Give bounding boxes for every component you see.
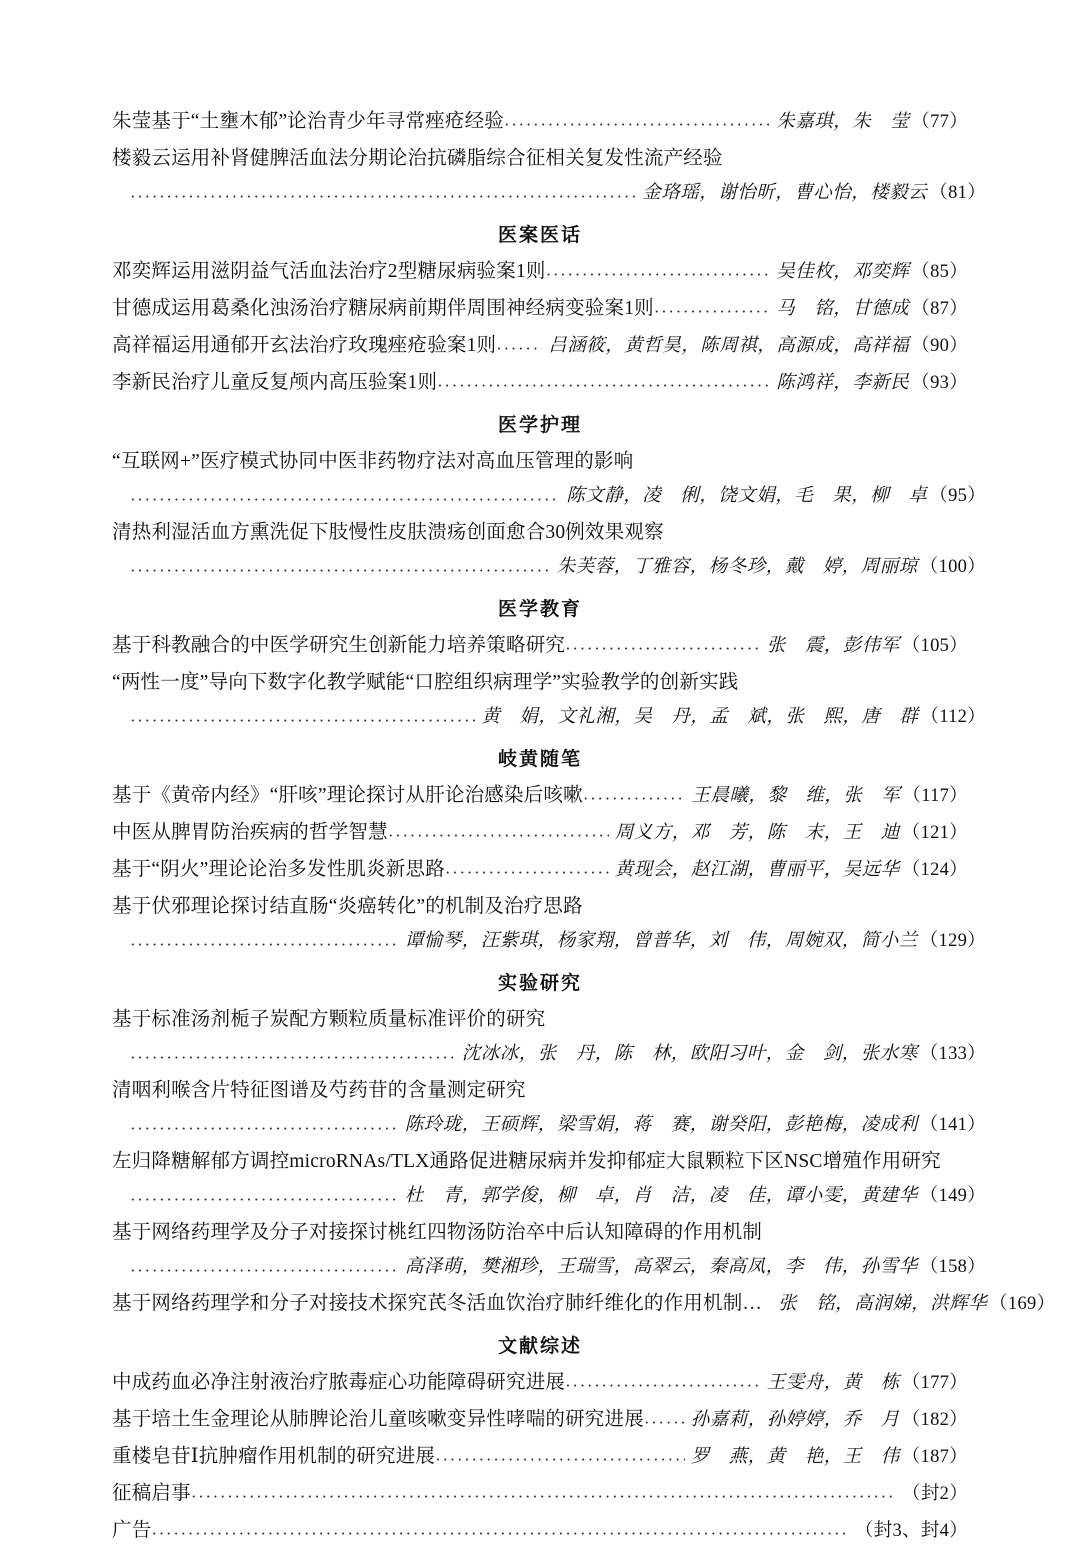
toc-entry-page: （124） (901, 860, 968, 880)
dot-leader (191, 1484, 894, 1504)
dot-leader (504, 112, 770, 132)
toc-entry-page: （81） (929, 183, 986, 203)
toc-entry-authors: 王雯舟，黄 栋 (766, 1373, 900, 1393)
toc-entry-page: （90） (911, 336, 968, 356)
toc-entry-title: 基于“阴火”理论论治多发性肌炎新思路 (112, 859, 445, 880)
toc-entry-authors: 罗 燕，黄 艳，王 伟 (690, 1447, 900, 1467)
toc-entry-authors: 黄现会，赵江湖，曹丽平，吴远华 (614, 860, 900, 880)
toc-entry-page: （177） (901, 1373, 968, 1393)
dot-leader (565, 636, 761, 656)
toc-entry[interactable] (112, 1144, 986, 1214)
toc-entry-page: （105） (901, 636, 968, 656)
toc-entry-authors-row (112, 700, 986, 735)
toc-entry-row (112, 852, 968, 888)
toc-entry-authors: 吕涵筱，黄哲昊，陈周祺，高源成，高祥福 (548, 336, 910, 356)
toc-entry-title: 基于培土生金理论从肺脾论治儿童咳嗽变异性哮喘的研究进展 (112, 1409, 644, 1430)
toc-entry-row (112, 291, 968, 327)
toc-entry-title: 基于伏邪理论探讨结直肠“炎癌转化”的机制及治疗思路 (112, 896, 583, 917)
toc-entry-page: （封2） (902, 1484, 968, 1504)
toc-entry[interactable] (112, 254, 968, 290)
toc-entry-authors: 吴佳枚，邓奕辉 (776, 262, 910, 282)
section-heading: 岐黄随笔 (497, 749, 582, 770)
toc-entry-title: 李新民治疗儿童反复颅内高压验案1则 (112, 372, 438, 393)
toc-entry-row (112, 1286, 1056, 1322)
dot-leader (437, 373, 770, 393)
section-heading: 实验研究 (497, 973, 582, 994)
toc-entry-authors: 张 铭，高润娣，洪辉华 (778, 1294, 988, 1314)
toc-entry-title: 基于网络药理学及分子对接探讨桃红四物汤防治卒中后认知障碍的作用机制 (112, 1222, 763, 1243)
toc-entry-page: （141） (919, 1115, 986, 1135)
toc-entry[interactable] (112, 889, 986, 959)
toc-entry-title: 甘德成运用葛桑化浊汤治疗糖尿病前期伴周围神经病变验案1则 (112, 298, 654, 319)
toc-entry-authors: 沈冰冰，张 丹，陈 林，欧阳习叶，金 剑，张水寒 (461, 1044, 918, 1064)
toc-entry-page: （187） (901, 1447, 968, 1467)
toc-entry-title: “互联网+”医疗模式协同中医非药物疗法对高血压管理的影响 (112, 451, 634, 472)
dot-leader (435, 1447, 685, 1467)
dot-leader (130, 1258, 399, 1278)
toc-entry[interactable] (112, 1286, 1056, 1322)
dot-leader (644, 1410, 685, 1430)
toc-entry-title: 邓奕辉运用滋阴益气活血法治疗2型糖尿病验案1则 (112, 261, 546, 282)
table-of-contents (112, 104, 1056, 1550)
dot-leader (546, 262, 771, 282)
toc-entry-authors-row (112, 924, 986, 959)
dot-leader (654, 299, 770, 319)
toc-entry-page: （87） (911, 299, 968, 319)
toc-entry-title: 基于科教融合的中医学研究生创新能力培养策略研究 (112, 635, 566, 656)
toc-entry-row (112, 1513, 968, 1549)
toc-entry[interactable] (112, 328, 968, 364)
toc-entry-title: 楼毅云运用补肾健脾活血法分期论治抗磷脂综合征相关复发性流产经验 (112, 148, 723, 169)
toc-entry-page: （182） (901, 1410, 968, 1430)
toc-entry-row (112, 254, 968, 290)
toc-entry-title: 清咽利喉含片特征图谱及芍药苷的含量测定研究 (112, 1080, 526, 1101)
toc-entry-authors: 周义方，邓 芳，陈 末，王 迪 (614, 823, 900, 843)
toc-entry-page: （95） (929, 486, 986, 506)
toc-entry-authors: 高泽萌，樊湘珍，王瑞雪，高翠云，秦高凤，李 伟，孙雪华 (404, 1257, 918, 1277)
toc-entry-authors: 陈鸿祥，李新民 (776, 373, 910, 393)
dot-leader (130, 932, 399, 952)
toc-entry-authors: 金珞瑶，谢怡昕，曹心怡，楼毅云 (642, 183, 928, 203)
toc-entry[interactable] (112, 1476, 968, 1512)
toc-entry[interactable] (112, 1439, 968, 1475)
toc-entry-page: （77） (911, 112, 968, 132)
toc-entry-row (112, 104, 968, 140)
toc-entry-authors: 孙嘉莉，孙婷婷，乔 月 (690, 1410, 900, 1430)
toc-entry-authors-row (112, 1250, 986, 1285)
toc-entry-authors: 朱嘉琪，朱 莹 (776, 112, 910, 132)
dot-leader (130, 1187, 399, 1207)
toc-entry-row (112, 778, 968, 814)
toc-entry-authors: 谭愉琴，汪紫琪，杨家翔，曾普华，刘 伟，周婉双，简小兰 (404, 931, 918, 951)
toc-entry-authors-row (112, 1179, 986, 1214)
toc-entry[interactable] (112, 1402, 968, 1438)
toc-entry-row (112, 1439, 968, 1475)
toc-entry[interactable] (112, 1365, 968, 1401)
section-heading: 医案医话 (497, 225, 582, 246)
toc-entry-title: 中成药血必净注射液治疗脓毒症心功能障碍研究进展 (112, 1372, 566, 1393)
toc-entry-title: 中医从脾胃防治疾病的哲学智慧 (112, 822, 388, 843)
toc-entry-page: （149） (919, 1186, 986, 1206)
dot-leader (130, 558, 551, 578)
toc-entry-title: 清热利湿活血方熏洗促下肢慢性皮肤溃疡创面愈合30例效果观察 (112, 522, 664, 543)
section-heading: 医学教育 (497, 599, 582, 620)
toc-entry-title: “两性一度”导向下数字化教学赋能“口腔组织病理学”实验教学的创新实践 (112, 672, 739, 693)
toc-entry-row (112, 628, 968, 664)
toc-entry-page: （封3、封4） (854, 1521, 968, 1541)
dot-leader (130, 1045, 456, 1065)
toc-entry[interactable] (112, 1002, 986, 1072)
toc-entry-title: 广告 (112, 1520, 152, 1541)
toc-entry-page: （112） (920, 707, 986, 727)
toc-entry-page: （129） (919, 931, 986, 951)
section-heading: 医学护理 (497, 415, 582, 436)
toc-entry[interactable] (112, 778, 968, 814)
toc-entry-row (112, 365, 968, 401)
toc-entry-title: 基于网络药理学和分子对接技术探究芪冬活血饮治疗肺纤维化的作用机制… (112, 1293, 763, 1314)
toc-entry-authors: 马 铭，甘德成 (776, 299, 910, 319)
dot-leader (151, 1521, 846, 1541)
toc-entry-title: 重楼皂苷Ⅰ抗肿瘤作用机制的研究进展 (112, 1446, 436, 1467)
toc-entry[interactable] (112, 1513, 968, 1549)
toc-entry[interactable] (112, 815, 968, 851)
toc-entry-title: 征稿启事 (112, 1483, 191, 1504)
toc-entry-authors: 陈玲珑，王硕辉，梁雪娟，蒋 赛，谢癸阳，彭艳梅，凌成利 (404, 1115, 918, 1135)
toc-entry-page: （158） (919, 1257, 986, 1277)
toc-entry[interactable] (112, 444, 986, 514)
toc-entry-row (112, 328, 968, 364)
toc-entry[interactable] (112, 104, 968, 140)
toc-entry[interactable] (112, 365, 968, 401)
toc-entry-authors: 杜 青，郭学俊，柳 卓，肖 洁，凌 佳，谭小雯，黄建华 (404, 1186, 918, 1206)
toc-entry-title: 左归降糖解郁方调控microRNAs/TLX通路促进糖尿病并发抑郁症大鼠颗粒下区NSC增殖作用研究 (112, 1151, 941, 1172)
toc-entry-page: （121） (901, 823, 968, 843)
toc-entry-authors-row (112, 1108, 986, 1143)
toc-entry[interactable] (112, 665, 986, 735)
toc-entry-authors-row (112, 479, 986, 514)
toc-entry-authors: 张 震，彭伟军 (766, 636, 900, 656)
toc-entry-authors: 朱芙蓉，丁雅容，杨冬珍，戴 婷，周丽琼 (556, 557, 918, 577)
toc-entry-page: （93） (911, 373, 968, 393)
dot-leader (445, 860, 609, 880)
dot-leader (565, 1373, 761, 1393)
toc-entry-title: 基于标准汤剂栀子炭配方颗粒质量标准评价的研究 (112, 1009, 546, 1030)
toc-entry-page: （117） (902, 786, 968, 806)
toc-entry[interactable] (112, 141, 986, 211)
toc-entry[interactable] (112, 1073, 986, 1143)
dot-leader (130, 487, 560, 507)
toc-entry-authors-row (112, 1037, 986, 1072)
toc-entry-authors: 陈文静，凌 俐，饶文娟，毛 果，柳 卓 (566, 486, 928, 506)
section-heading: 文献综述 (497, 1336, 582, 1357)
dot-leader (583, 786, 686, 806)
dot-leader (130, 708, 475, 728)
dot-leader (496, 336, 542, 356)
toc-entry-authors-row (112, 550, 986, 585)
toc-entry-page: （85） (911, 262, 968, 282)
toc-entry-page: （100） (919, 557, 986, 577)
toc-entry-row (112, 1402, 968, 1438)
dot-leader (130, 1116, 399, 1136)
toc-entry[interactable] (112, 852, 968, 888)
toc-entry-authors: 王晨曦，黎 维，张 军 (691, 786, 901, 806)
toc-entry-row (112, 1365, 968, 1401)
toc-entry-title: 高祥福运用通郁开玄法治疗玫瑰痤疮验案1则 (112, 335, 497, 356)
toc-entry[interactable] (112, 291, 968, 327)
dot-leader (130, 184, 636, 204)
dot-leader (388, 823, 609, 843)
toc-entry-row (112, 815, 968, 851)
toc-entry-authors-row (112, 176, 986, 211)
toc-entry-page: （169） (989, 1294, 1056, 1314)
toc-entry-authors: 黄 娟，文礼湘，吴 丹，孟 斌，张 熙，唐 群 (481, 707, 919, 727)
toc-entry-title: 朱莹基于“土壅木郁”论治青少年寻常痤疮经验 (112, 111, 505, 132)
toc-entry-row (112, 1476, 968, 1512)
toc-entry-title: 基于《黄帝内经》“肝咳”理论探讨从肝论治感染后咳嗽 (112, 785, 583, 806)
toc-entry[interactable] (112, 628, 968, 664)
toc-entry[interactable] (112, 1215, 986, 1285)
toc-entry-page: （133） (919, 1044, 986, 1064)
toc-entry[interactable] (112, 515, 986, 585)
